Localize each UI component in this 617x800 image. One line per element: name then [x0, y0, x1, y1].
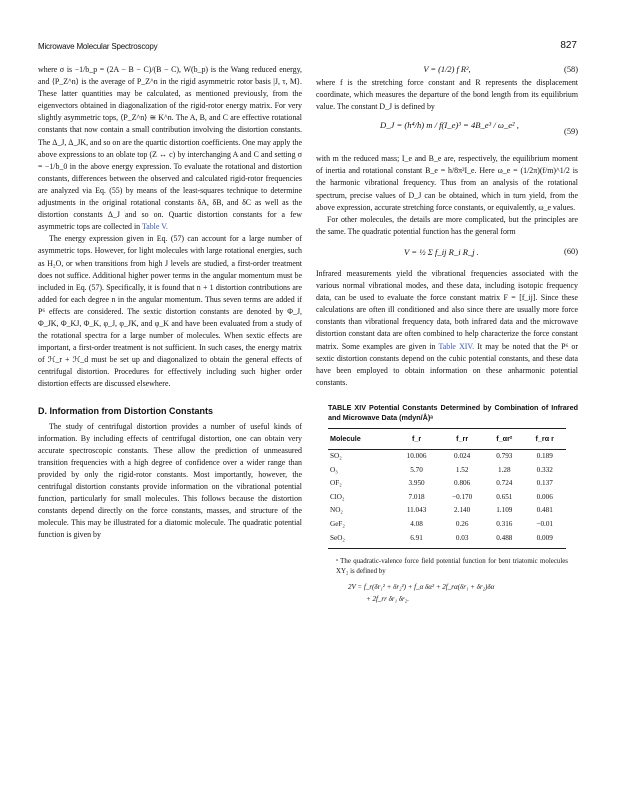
- table-cell: 5.70: [410, 465, 423, 474]
- table-cell: −0.01: [536, 519, 554, 528]
- paragraph: For other molecules, the details are more complicated, but the principles are the same. The quadratic potential function has the general form: [316, 214, 578, 236]
- eq-term: m / f(I_e)³: [426, 120, 461, 131]
- table-cell: 0.024: [454, 451, 471, 460]
- footnote-equation: 2V = f_r(δr₁² + δr₂²) + f_α δα² + 2f_rα(δr₁ + δr₂)δα: [348, 583, 495, 592]
- table-cell: 6.91: [394, 532, 439, 549]
- footnote-equation: + 2f_rr δr₁ δr₂.: [366, 595, 409, 604]
- table-cell: 0.006: [536, 492, 553, 501]
- section-heading: D. Information from Distortion Constants: [38, 405, 213, 416]
- paragraph-text: Infrared measurements yield the vibrational frequencies associated with the various normal vibrational modes, and these data, including isotopic frequency data, can be used to evaluate the force constant matrix F = [f_ij]. Since these calculations are often ill conditioned and also since there are usually more force constants than vibrational frequency data, both infrared data and the microwave distortion constant data are often combined to help characterize the force constant matrix. Some examples are given in: [316, 268, 578, 351]
- table-cell: 0.26: [455, 519, 469, 528]
- eq-lhs: D_J =: [380, 120, 403, 131]
- table-row: [328, 449, 566, 463]
- equation-body: [380, 119, 519, 131]
- paragraph: [316, 268, 578, 389]
- equation-body: V = (1/2) f R²,: [423, 65, 471, 74]
- table-cell: 0.009: [523, 532, 566, 549]
- table-cell: 0.316: [496, 519, 513, 528]
- table-cell: 0.724: [496, 479, 513, 488]
- table-cell: 0.793: [496, 451, 513, 460]
- table-cell: OF₂: [330, 479, 342, 488]
- table-cell: 11.043: [406, 506, 427, 515]
- page-number: 827: [560, 40, 577, 51]
- table-header-row: [328, 428, 566, 449]
- table-row: [328, 477, 566, 491]
- table-cell: 1.109: [496, 506, 513, 515]
- table-cell: 0.137: [536, 479, 553, 488]
- equation-60: [316, 238, 578, 268]
- table-title: TABLE XIV Potential Constants Determined by Combination of Infrared and Microwave Data (mdyn/Å)ᵃ: [328, 402, 578, 422]
- table-cell: 0.488: [485, 532, 523, 549]
- eq-term: = 4B_e³ / ω_e² ,: [463, 120, 519, 131]
- right-column: [316, 64, 578, 605]
- table-cell: ClO₂: [330, 492, 345, 501]
- column-header: Molecule: [328, 428, 394, 449]
- table-cell: 2.140: [454, 506, 471, 515]
- equation-number: (60): [564, 246, 578, 256]
- table-cell: 10.006: [406, 451, 427, 460]
- table-cell: 0.651: [496, 492, 513, 501]
- table-cell: 0.481: [536, 506, 553, 515]
- table-row: [328, 532, 566, 549]
- column-header: f_αr²: [485, 428, 523, 449]
- potential-constants-table: [328, 428, 566, 549]
- table-cell: −0.170: [452, 492, 473, 501]
- equation-59: [316, 113, 578, 153]
- table-v-link[interactable]: Table V.: [141, 222, 168, 232]
- table-cell: 0.03: [439, 532, 485, 549]
- equation-number: (58): [564, 65, 578, 74]
- paragraph-text: where σ is −1/b_p = (2A − B − C)/(B − C), W(b_p) is the Wang reduced energy, and ⟨P_Z^n⟩ is the average of P_Z^n in the rigid asymmetric rotor basis |J, τ, M⟩. These latter quantities may be calculated, as mentioned previously, from the eigenvectors obtained in diagonalization of the rigid-rotor energy matrix. For very slightly asymmetric tops, ⟨P_Z^n⟩ ≅ K^n. The A, B, and C are effective rotational constants that now contain a small contribution involving the distortion constants. The Δ_J, Δ_JK, and so on are the quartic distortion coefficients. One may apply the above expressions to an oblate top (Z ↔ c) by interchanging A and C and setting σ = −1/b_0 in the above energy expression. To evaluate the rotational and distortion constants, differences between the observed and calculated rigid-rotor frequencies are analyzed via Eq. (55) by means of the least-squares technique to determine adjustments in the original rotational constants δA, δB, and δC as well as the distortion constants Δ_J and so on. Quartic distortion constants for a few asymmetric tops are collected in: [38, 65, 302, 232]
- table-cell: GeF₂: [330, 519, 345, 528]
- table-cell: 1.28: [498, 465, 511, 474]
- paragraph: The energy expression given in Eq. (57) can account for a large number of asymmetric tops. However, for light molecules with large rotational energies, such as H₂O, or when transitions from high J levels are studied, a first-order treatment does not suffice. Additional higher power terms in the angular momentum must be included in Eq. (57). Specifically, it is found that n + 1 distortion contributions are added for each degree n in the angular momentum. Thus seven terms are added if P⁶ effects are considered. The sextic distortion constants are denoted by Φ_J, Φ_JK, Φ_KJ, Φ_K, φ_J, φ_JK, and φ_K and have been evaluated from a study of the rotational spectra for a large number of molecules. When sextic effects are important, a first-order treatment is not sufficient. In such cases, the energy matrix of ℋ_r + ℋ_d must be set up and diagonalized to obtain the general effects of centrifugal distortion. Procedures for effectively including such higher order distortion effects are discussed elsewhere.: [38, 234, 302, 389]
- column-header: f_rα r: [523, 428, 566, 449]
- table-cell: SeO₂: [328, 532, 394, 549]
- equation-body: V = ½ Σ f_ij R_i R_j .: [404, 246, 479, 257]
- table-cell: 0.332: [536, 465, 553, 474]
- table-cell: 0.189: [536, 451, 553, 460]
- table-row: [328, 491, 566, 505]
- table-row: [328, 518, 566, 532]
- table-cell: 7.018: [408, 492, 425, 501]
- table-cell: NO₂: [330, 506, 343, 515]
- paragraph: [38, 64, 302, 233]
- eq-term: (h⁴/h): [404, 120, 425, 131]
- table-cell: O₃: [330, 465, 338, 474]
- table-cell: 1.52: [455, 465, 469, 474]
- equation-58: [316, 64, 578, 77]
- paragraph: The study of centrifugal distortion provides a number of useful kinds of information. By including effects of centrifugal distortion, one can obtain very accurate spectroscopic constants. These allow the prediction of unmeasured transition frequencies with a high degree of confidence over a wider range than provided by only the rigid-rotor constants. Most importantly, however, the centrifugal distortion constants provide information on the vibrational potential function, particularly for small molecules. This follows because the distortion constants depend directly on the force constants, masses, and structure of the molecule. This may be illustrated for a diatomic molecule. The quadratic potential function is given by: [38, 421, 302, 540]
- column-header: f_rr: [439, 428, 485, 449]
- paragraph-text: It may be noted that the P⁶ or sextic distortion constants depend on the cubic potential constants, and these data have been employed to obtain information on these anharmonic potential constants.: [316, 341, 578, 387]
- table-cell: 0.806: [454, 479, 471, 488]
- table-cell: SO₂: [330, 451, 342, 460]
- table-xiv-link[interactable]: Table XIV.: [438, 341, 475, 351]
- table-row: [328, 464, 566, 478]
- equation-number: (59): [564, 127, 578, 137]
- table-footnote: ᵃ The quadratic-valence force field potential function for bent triatomic molecules XY₂ is defined by: [336, 558, 568, 576]
- table-cell: 4.08: [410, 519, 423, 528]
- column-header: f_r: [394, 428, 439, 449]
- table-row: [328, 504, 566, 518]
- table-cell: 3.950: [408, 479, 425, 488]
- paragraph: with m the reduced mass; I_e and B_e are, respectively, the equilibrium moment of inertia and rotational constant B_e = h/8π²I_e. Here ω_e = (1/2π)(f/m)^1/2 is the harmonic vibrational frequency. Thus from an analysis of the rotational spectrum, precise values of D_J can be obtained, which in turn yield, from the above expression, accurate stretching force constants, or equivalently, ω_e values.: [316, 154, 578, 212]
- paragraph: where f is the stretching force constant and R represents the displacement coordinate, which measures the departure of the bond length from its equilibrium value. The constant D_J is defined by: [316, 78, 578, 112]
- left-column: [38, 64, 302, 542]
- running-header-journal: Microwave Molecular Spectroscopy: [38, 42, 158, 51]
